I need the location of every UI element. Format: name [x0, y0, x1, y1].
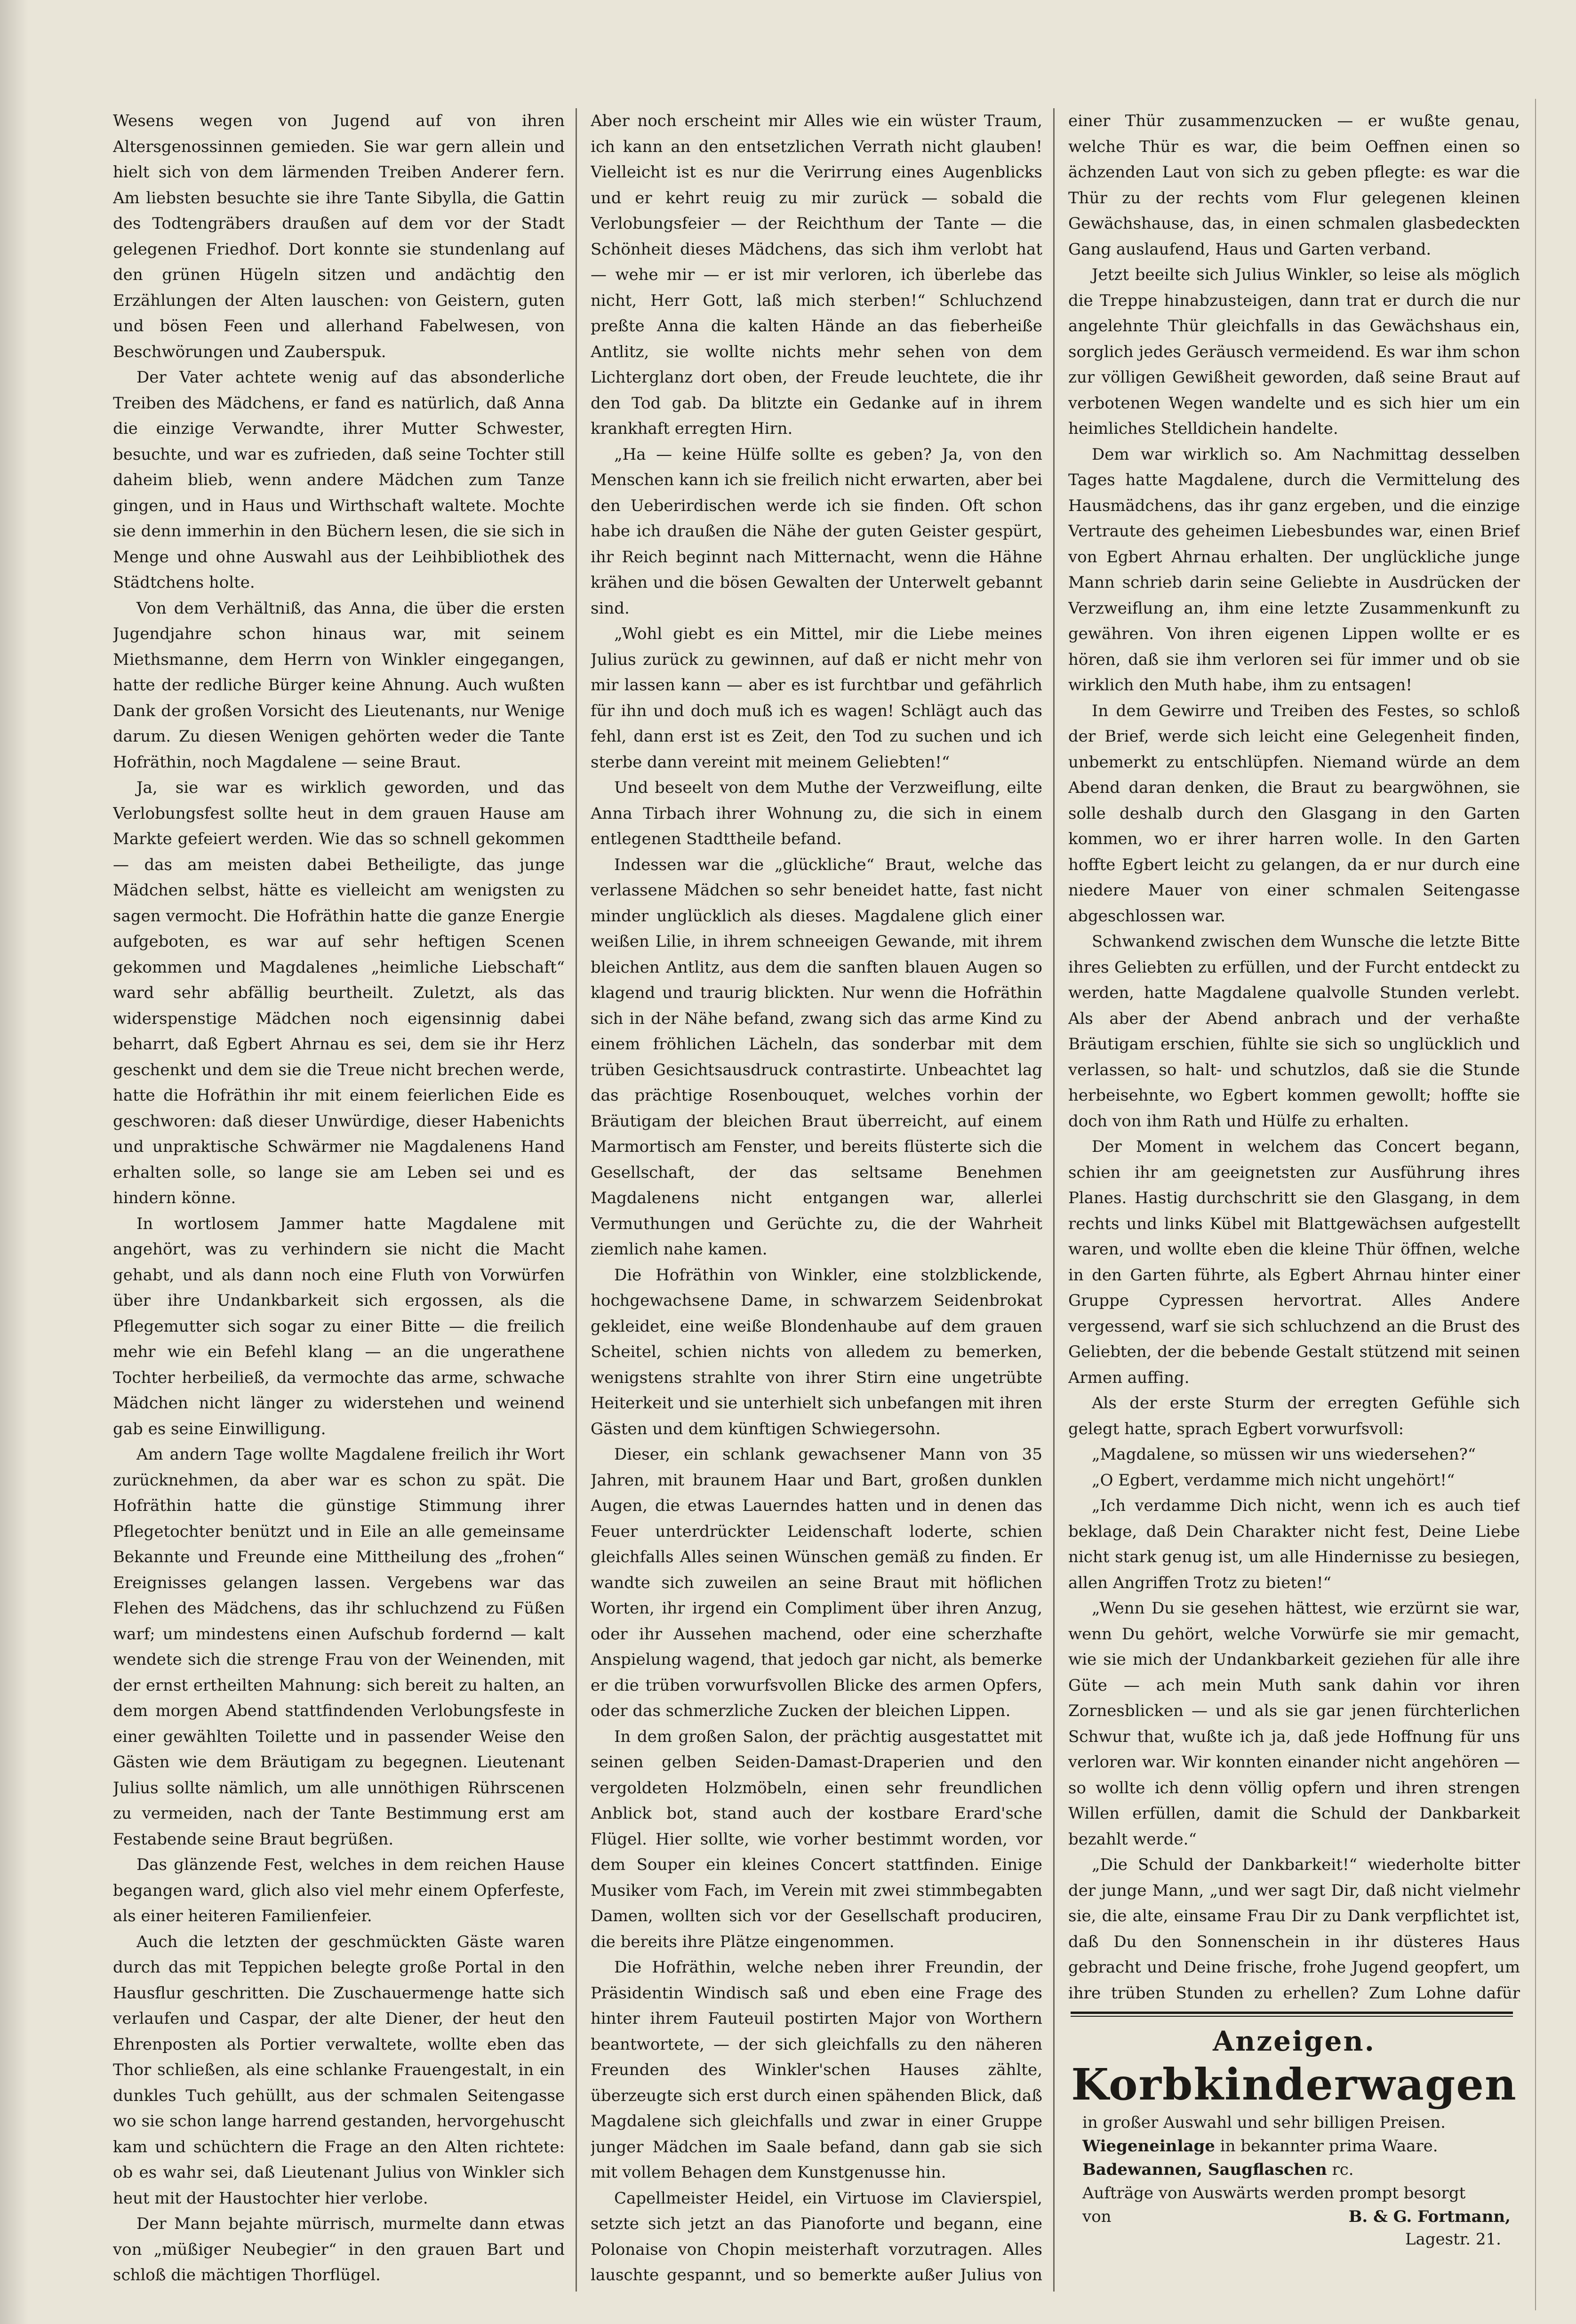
ad-line-3 — [1068, 2158, 1520, 2181]
column-3-paragraph: Als der erste Sturm der erregten Gefühle sich gelegt hatte, sprach Egbert vorwurfsvoll: — [1068, 1394, 1520, 1438]
column-2-paragraph: Dieser, ein schlank gewachsener Mann von 35 Jahren, mit braunem Haar und Bart, großen dunklen Augen, die etwas Lauerndes hatten und in denen das Feuer unterdrückter Leidenschaft loderte, schien gleichfalls Alles seinen Wünschen gemäß zu finden. Er wandte sich zuweilen an seine Braut mit höflichen Worten, ihr irgend ein Compliment über ihren Anzug, oder ihr Aussehen machend, oder eine scherzhafte Anspielung wagend, that jedoch gar nicht, als bemerke er die trüben vorwurfsvollen Blicke des armen Opfers, oder das schmerzliche Zucken der bleichen Lippen. — [591, 1445, 1042, 1720]
column-1-paragraph: Ja, sie war es wirklich geworden, und das Verlobungsfest sollte heut in dem grauen Hause am Markte gefeiert werden. Wie das so schnell gekommen — das am meisten dabei Betheiligte, das junge Mädchen selbst, hätte es vielleicht am wenigsten zu sagen vermocht. Die Hofräthin hatte die ganze Energie aufgeboten, es war auf sehr heftigen Scenen gekommen und Magdalenes „heimliche Liebschaft“ ward sehr abfällig beurtheilt. Zuletzt, als das widerspenstige Mädchen noch eigensinnig dabei beharrt, daß Egbert Ahrnau es sei, dem sie ihr Herz geschenkt und dem sie die Treue nicht brechen werde, hatte die Hofräthin ihr mit einem feierlichen Eide es geschworen: daß dieser Unwürdige, dieser Habenichts und unpraktische Schwärmer nie Magdalenens Hand erhalten solle, so lange sie am Leben sei und es hindern könne. — [113, 778, 565, 1207]
ad-line-3-bold: Badewannen, Saugflaschen — [1082, 2160, 1327, 2179]
page-edge — [0, 0, 28, 2324]
column-3-paragraph: „Wenn Du sie gesehen hättest, wie erzürnt sie war, wenn Du gehört, welche Vorwürfe sie mir gemacht, wie sie mich der Undankbarkeit geziehen für alle ihre Güte — ach mein Muth sank dahin vor ihren Zornesblicken — und als sie gar jenen fürchterlichen Schwur that, wußte ich ja, daß jede Hoffnung für uns verloren war. Wir konnten einander nicht angehören — so wollte ich denn völlig opfern und ihren strengen Willen erfüllen, damit die Schuld der Dankbarkeit bezahlt werde.“ — [1068, 1599, 1520, 1849]
advertisement-section — [1068, 2012, 1520, 2280]
ads-section-title: Anzeigen. — [1213, 2025, 1376, 2057]
column-3-paragraph: Der Moment in welchem das Concert begann, schien ihr am geeignetsten zur Ausführung ihres Planes. Hastig durchschritt sie den Glasgang, in dem rechts und links Kübel mit Blattgewächsen aufgestellt waren, und wollte eben die kleine Thür öffnen, welche in den Garten führte, als Egbert Ahrnau hinter einer Gruppe Cypressen hervortrat. Alles Andere vergessend, warf sie sich schluchzend an die Brust des Geliebten, der die bebende Gestalt stützend mit seinen Armen auffing. — [1068, 1137, 1520, 1387]
column-2-paragraph: Die Hofräthin von Winkler, eine stolzblickende, hochgewachsene Dame, in schwarzem Seidenbrokat gekleidet, eine weiße Blondenhaube auf dem grauen Scheitel, schien nichts von alledem zu bemerken, wenigstens strahlte von ihrer Stirn eine ungetrübte Heiterkeit und sie unterhielt sich unbefangen mit ihren Gästen und dem künftigen Schwiegersohn. — [591, 1265, 1042, 1438]
ads-top-rule-thin — [1071, 2016, 1513, 2017]
column-1-paragraph: Wesens wegen von Jugend auf von ihren Altersgenossinnen gemieden. Sie war gern allein und hielt sich von dem lärmenden Treiben Anderer fern. Am liebsten besuchte sie ihre Tante Sibylla, die Gattin des Todtengräbers draußen auf dem vor der Stadt gelegenen Friedhof. Dort konnte sie stundenlang auf den grünen Hügeln sitzen und andächtig den Erzählungen der Alten lauschen: von Geistern, guten und bösen Feen und allerhand Fabelwesen, von Beschwörungen und Zauberspuk. — [113, 112, 565, 361]
column-3 — [1068, 108, 1520, 2009]
ad-line-1: in großer Auswahl und sehr billigen Preisen. — [1082, 2113, 1446, 2132]
ad-company-name: B. & G. Fortmann, — [1348, 2207, 1511, 2226]
ad-line-2-rest: in bekannter prima Waare. — [1220, 2137, 1438, 2156]
ad-address: Lagestr. 21. — [1405, 2230, 1501, 2249]
column-2 — [591, 108, 1042, 2292]
column-2-paragraph: „Ha — keine Hülfe sollte es geben? Ja, von den Menschen kann ich sie freilich nicht erwarten, aber bei den Ueberirdischen werde ich sie finden. Oft schon habe ich draußen die Nähe der guten Geister gespürt, ihr Reich beginnt nach Mitternacht, wenn die Hähne krähen und die bösen Gewalten der Unterwelt gebannt sind. — [591, 445, 1042, 618]
column-2-paragraph: Capellmeister Heidel, ein Virtuose im Clavierspiel, setzte sich jetzt an das Pianoforte und begann, eine Polonaise von Chopin meisterhaft vorzutragen. Alles lauschte gespannt, und so bemerkte außer Julius von — [591, 2188, 1042, 2284]
column-3-paragraph: „Magdalene, so müssen wir uns wiedersehen?“ — [1092, 1445, 1476, 1464]
column-1 — [113, 108, 565, 2292]
column-3-paragraph: Schwankend zwischen dem Wunsche die letzte Bitte ihres Geliebten zu erfüllen, und der Furcht entdeckt zu werden, hatte Magdalene qualvolle Stunden verlebt. Als aber der Abend anbrach und der verhaßte Bräutigam erschien, fühlte sie sich so unglücklich und verlassen, so halt- und schutzlos, daß sie die Stunde herbeisehnte, wo Egbert kommen gewollt; hoffte sie doch von ihm Rath und Hülfe zu erhalten. — [1068, 932, 1520, 1131]
column-3-paragraph: In dem Gewirre und Treiben des Festes, so schloß der Brief, werde sich leicht eine Gelegenheit finden, unbemerkt zu entschlüpfen. Niemand würde an dem Abend daran denken, die Braut zu beargwöhnen, sie solle deshalb durch den Glasgang in den Garten kommen, wo er ihrer harren wolle. In den Garten hoffte Egbert leicht zu gelangen, da er nur durch eine niedere Mauer von einer schmalen Seitengasse abgeschlossen war. — [1068, 701, 1520, 926]
column-3-paragraph: Jetzt beeilte sich Julius Winkler, so leise als möglich die Treppe hinabzusteigen, dann trat er durch die nur angelehnte Thür gleichfalls in das Gewächshaus ein, sorglich jedes Geräusch vermeidend. Es war ihm schon zur völligen Gewißheit geworden, daß seine Braut auf verbotenen Wegen wandelte und es sich hier um ein heimliches Stelldichein handelte. — [1068, 265, 1520, 438]
column-3-paragraph: Dem war wirklich so. Am Nachmittag desselben Tages hatte Magdalene, durch die Vermittelung des Hausmädchens, das ihr ganz ergeben, und die einzige Vertraute des geheimen Liebesbundes war, einen Brief von Egbert Ahrnau erhalten. Der unglückliche junge Mann schrieb darin seine Geliebte in Ausdrücken der Verzweiflung an, ihm eine letzte Zusammenkunft zu gewähren. Von ihren eigenen Lippen wollte er es hören, daß sie ihm verloren sei für immer und ob sie wirklich den Muth habe, ihm zu entsagen! — [1068, 445, 1520, 695]
ad-footer-prefix: von — [1082, 2207, 1112, 2226]
column-3-paragraph: „O Egbert, verdamme mich nicht ungehört!“ — [1092, 1470, 1455, 1490]
column-3-paragraph: „Ich verdamme Dich nicht, wenn ich es auch tief beklage, daß Dein Charakter nicht fest, Deine Liebe nicht stark genug ist, um alle Hindernisse zu besiegen, allen Angriffen Trotz zu bieten!“ — [1068, 1496, 1520, 1592]
ad-line-3-rest: rc. — [1332, 2160, 1354, 2179]
column-2-paragraph: Aber noch erscheint mir Alles wie ein wüster Traum, ich kann an den entsetzlichen Verrath nicht glauben! Vielleicht ist es nur die Verirrung eines Augenblicks und er kehrt reuig zu mir zurück — sobald die Verlobungsfeier — der Reichthum der Tante — die Schönheit dieses Mädchens, das sich ihm verlobt hat — wehe mir — er ist mir verloren, ich überlebe das nicht, Herr Gott, laß mich sterben!“ Schluchzend preßte Anna die kalten Hände an das fieberheiße Antlitz, sie wollte nichts mehr sehen von dem Lichterglanz dort oben, der Freude leuchtete, die ihr den Tod gab. Da blitzte ein Gedanke auf in ihrem krankhaft erregten Hirn. — [591, 112, 1042, 438]
right-margin-line — [1535, 99, 1536, 2310]
ads-top-rule — [1071, 2012, 1513, 2014]
newspaper-columns — [113, 108, 1520, 2292]
column-2-paragraph: Die Hofräthin, welche neben ihrer Freundin, der Präsidentin Windisch saß und eben eine Frage des hinter ihrem Fauteuil postirten Major von Worthern beantwortete, — der sich gleichfalls zu den näheren Freunden des Winkler'schen Hauses zählte, überzeugte sich erst durch einen spähenden Blick, daß Magdalene sich gleichfalls und zwar in einer Gruppe junger Mädchen im Saale befand, dann gab sie sich mit vollem Behagen dem Kunstgenusse hin. — [591, 1958, 1042, 2182]
column-1-paragraph: Das glänzende Fest, welches in dem reichen Hause begangen ward, glich also viel mehr einem Opferfeste, als einer heiteren Familienfeier. — [113, 1855, 565, 1925]
column-2-paragraph: In dem großen Salon, der prächtig ausgestattet mit seinen gelben Seiden-Damast-Draperien und den vergoldeten Holzmöbeln, einen sehr freundlichen Anblick bot, stand auch der kostbare Erard'sche Flügel. Hier sollte, wie vorher bestimmt worden, vor dem Souper ein kleines Concert stattfinden. Einige Musiker vom Fach, im Verein mit zwei stimmbegabten Damen, wollten sich vor der Gesellschaft produciren, die bereits ihre Plätze eingenommen. — [591, 1727, 1042, 1951]
ad-footer — [1068, 2205, 1520, 2228]
column-1-paragraph: Am andern Tage wollte Magdalene freilich ihr Wort zurücknehmen, da aber war es schon zu spät. Die Hofräthin hatte die günstige Stimmung ihrer Pflegetochter benützt und in Eile an alle gemeinsame Bekannte und Freunde eine Mittheilung des „frohen“ Ereignisses gelangen lassen. Vergebens war das Flehen des Mädchens, das ihr schluchzend zu Füßen warf; um mindestens einen Aufschub fordernd — kalt wendete sich die strenge Frau von der Weinenden, mit der ernst ertheilten Mahnung: sich bereit zu halten, an dem morgen Abend stattfindenden Verlobungsfeste in einer gewählten Toilette und in passender Weise den Gästen wie dem Bräutigam zu begegnen. Lieutenant Julius sollte nämlich, um alle unnöthigen Rührscenen zu vermeiden, nach der Tante Bestimmung erst am Festabende seine Braut begrüßen. — [113, 1445, 565, 1849]
column-1-paragraph — [113, 2288, 565, 2292]
column-1-paragraph: Von dem Verhältniß, das Anna, die über die ersten Jugendjahre schon hinaus war, mit seinem Miethsmanne, dem Herrn von Winkler eingegangen, hatte der redliche Bürger keine Ahnung. Auch wußten Dank der großen Vorsicht des Lieutenants, nur Wenige darum. Zu diesen Wenigen gehörten weder die Tante Hofräthin, noch Magdalene — seine Braut. — [113, 599, 565, 772]
column-2-paragraph: Indessen war die „glückliche“ Braut, welche das verlassene Mädchen so sehr beneidet hatte, fast nicht minder unglücklich als dieses. Magdalene glich einer weißen Lilie, in ihrem schneeigen Gewande, mit ihrem bleichen Antlitz, aus dem die sanften blauen Augen so klagend und traurig blickten. Nur wenn die Hofräthin sich in der Nähe befand, zwang sich das arme Kind zu einem fröhlichen Lächeln, das sonderbar mit dem trüben Gesichtsausdruck contrastirte. Unbeachtet lag das prächtige Rosenbouquet, welches vorhin der Bräutigam der bleichen Braut überreicht, auf einem Marmortisch am Fenster, und bereits flüsterte sich die Gesellschaft, der das seltsame Benehmen Magdalenens nicht entgangen war, allerlei Vermuthungen und Gerüchte zu, die der Wahrheit ziemlich nahe kamen. — [591, 855, 1042, 1259]
ad-line-4: Aufträge von Auswärts werden prompt besorgt — [1082, 2184, 1466, 2203]
column-2-paragraph: „Wohl giebt es ein Mittel, mir die Liebe meines Julius zurück zu gewinnen, auf daß er nicht mehr von mir lassen kann — aber es ist furchtbar und gefährlich für ihn und doch muß ich es wagen! Schlägt auch das fehl, dann erst ist es Zeit, den Tod zu suchen und ich sterbe dann vereint mit meinem Geliebten!“ — [591, 624, 1042, 772]
column-3-paragraph: „Die Schuld der Dankbarkeit!“ wiederholte bitter der junge Mann, „und wer sagt Dir, daß nicht vielmehr sie, die alte, einsame Frau Dir zu Dank verpflichtet ist, daß Du den Sonnenschein in ihr düsteres Haus gebracht und Deine frische, frohe Jugend geopfert, um ihre trüben Stunden zu erhellen? Zum Lohne dafür — [1068, 1855, 1520, 2003]
ad-line-2-bold: Wiegeneinlage — [1082, 2137, 1215, 2156]
column-1-paragraph: Der Mann bejahte mürrisch, murmelte dann etwas von „müßiger Neubegier“ in den grauen Bart und schloß die mächtigen Thorflügel. — [113, 2214, 565, 2284]
column-1-paragraph: In wortlosem Jammer hatte Magdalene mit angehört, was zu verhindern sie nicht die Macht gehabt, und als dann noch eine Fluth von Vorwürfen über ihre Undankbarkeit sich ergossen, als die Pflegemutter sich sogar zu einer Bitte — die freilich mehr wie ein Befehl klang — an die ungerathene Tochter herbeiließ, da vermochte das arme, schwache Mädchen nicht länger zu widerstehen und weinend gab es seine Einwilligung. — [113, 1214, 565, 1438]
column-1-paragraph: Der Vater achtete wenig auf das absonderliche Treiben des Mädchens, er fand es natürlich, daß Anna die einzige Verwandte, ihrer Mutter Schwester, besuchte, und war es zufrieden, daß seine Tochter still daheim blieb, wenn andere Mädchen zum Tanze gingen, und in Haus und Wirthschaft waltete. Mochte sie denn immerhin in den Büchern lesen, die sie sich in Menge und ohne Auswahl aus der Leihbibliothek des Städtchens holte. — [113, 368, 565, 592]
column-2-paragraph: Und beseelt von dem Muthe der Verzweiflung, eilte Anna Tirbach ihrer Wohnung zu, die sich in einem entlegenen Stadttheile befand. — [591, 778, 1042, 848]
column-1-paragraph: Auch die letzten der geschmückten Gäste waren durch das mit Teppichen belegte große Portal in den Hausflur geschritten. Die Zuschauermenge hatte sich verlaufen und Caspar, der alte Diener, der heut den Ehrenposten als Portier verwaltete, wollte eben das Thor schließen, als eine schlanke Frauengestalt, in ein dunkles Tuch gehüllt, aus der schmalen Seitengasse wo sie schon lange harrend gestanden, hervorgehuscht kam und schüchtern die Frage an den Alten richtete: ob es wahr sei, daß Lieutenant Julius von Winkler sich heut mit der Haustochter hier verlobe. — [113, 1932, 565, 2208]
column-3-paragraph: einer Thür zusammenzucken — er wußte genau, welche Thür es war, die beim Oeffnen einen so ächzenden Laut von sich zu geben pflegte: es war die Thür zu der rechts vom Flur gelegenen kleinen Gewächshause, das, in einen schmalen glasbedeckten Gang auslaufend, Haus und Garten verband. — [1068, 112, 1520, 259]
ad-headline: Korbkinderwagen — [1071, 2059, 1517, 2110]
ad-line-2 — [1068, 2134, 1520, 2158]
